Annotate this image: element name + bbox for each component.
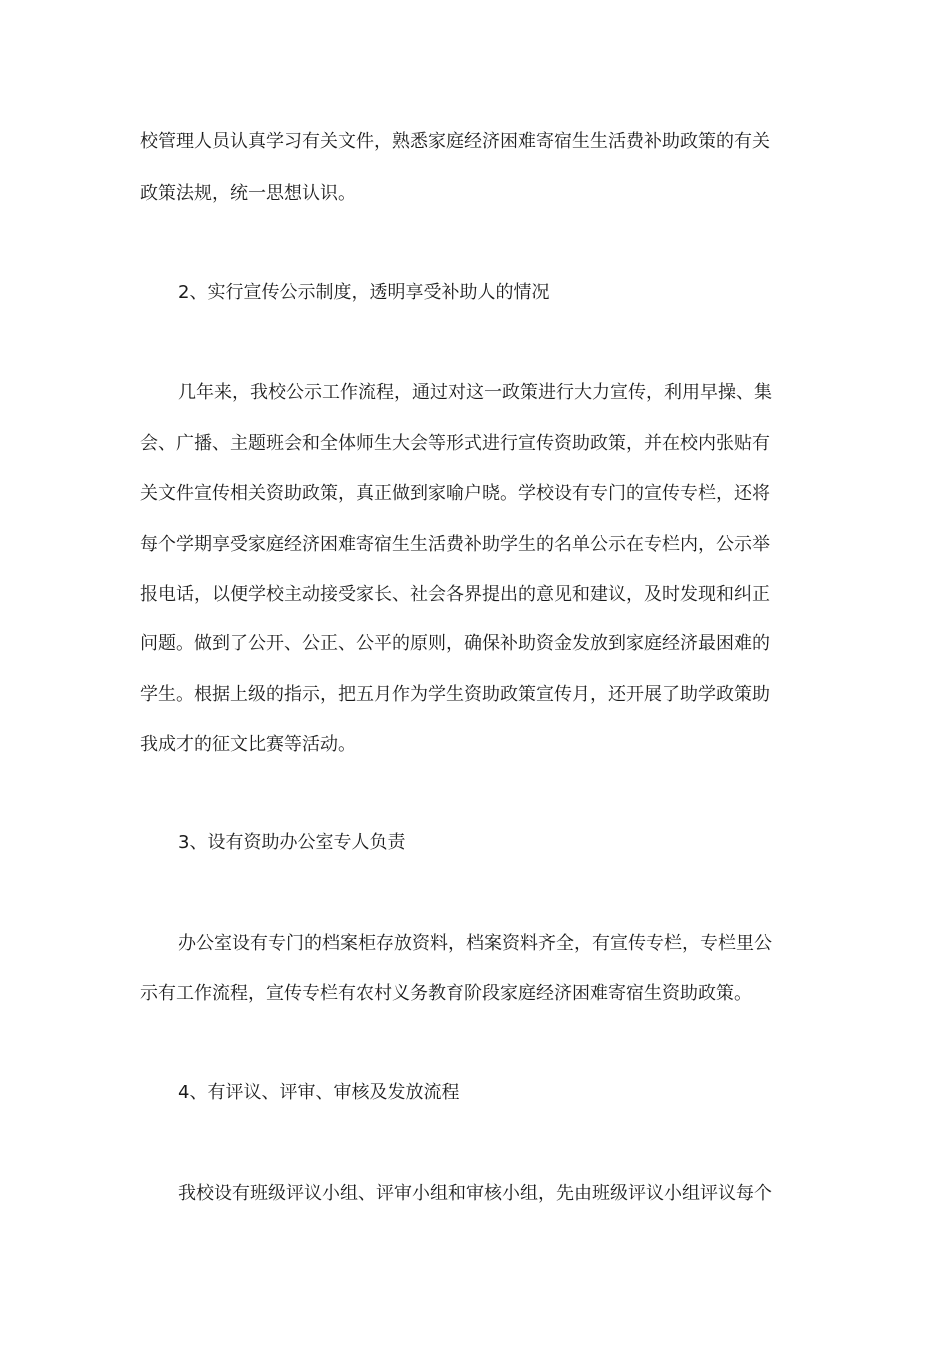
section-heading-3: 3、设有资助办公室专人负责	[178, 832, 406, 853]
paragraph-1-line-1: 校管理人员认真学习有关文件，熟悉家庭经济困难寄宿生生活费补助政策的有关	[140, 131, 770, 152]
paragraph-3-line-2: 示有工作流程，宣传专栏有农村义务教育阶段家庭经济困难寄宿生资助政策。	[140, 983, 752, 1004]
section-heading-2: 2、实行宣传公示制度，透明享受补助人的情况	[178, 282, 550, 303]
paragraph-2-line-7: 学生。根据上级的指示，把五月作为学生资助政策宣传月，还开展了助学政策助	[140, 684, 770, 705]
paragraph-2-line-6: 问题。做到了公开、公正、公平的原则，确保补助资金发放到家庭经济最困难的	[140, 633, 770, 654]
paragraph-4-line-1: 我校设有班级评议小组、评审小组和审核小组，先由班级评议小组评议每个	[178, 1183, 772, 1204]
paragraph-2-line-2: 会、广播、主题班会和全体师生大会等形式进行宣传资助政策，并在校内张贴有	[140, 433, 770, 454]
paragraph-2-line-8: 我成才的征文比赛等活动。	[140, 734, 356, 755]
paragraph-2-line-4: 每个学期享受家庭经济困难寄宿生生活费补助学生的名单公示在专栏内，公示举	[140, 534, 770, 555]
section-heading-4: 4、有评议、评审、审核及发放流程	[178, 1082, 460, 1103]
paragraph-1-line-2: 政策法规，统一思想认识。	[140, 183, 356, 204]
paragraph-2-line-5: 报电话，以便学校主动接受家长、社会各界提出的意见和建议，及时发现和纠正	[140, 584, 770, 605]
paragraph-2-line-1: 几年来，我校公示工作流程，通过对这一政策进行大力宣传，利用早操、集	[178, 382, 772, 403]
paragraph-2-line-3: 关文件宣传相关资助政策，真正做到家喻户晓。学校设有专门的宣传专栏，还将	[140, 483, 770, 504]
paragraph-3-line-1: 办公室设有专门的档案柜存放资料，档案资料齐全，有宣传专栏，专栏里公	[178, 933, 772, 954]
